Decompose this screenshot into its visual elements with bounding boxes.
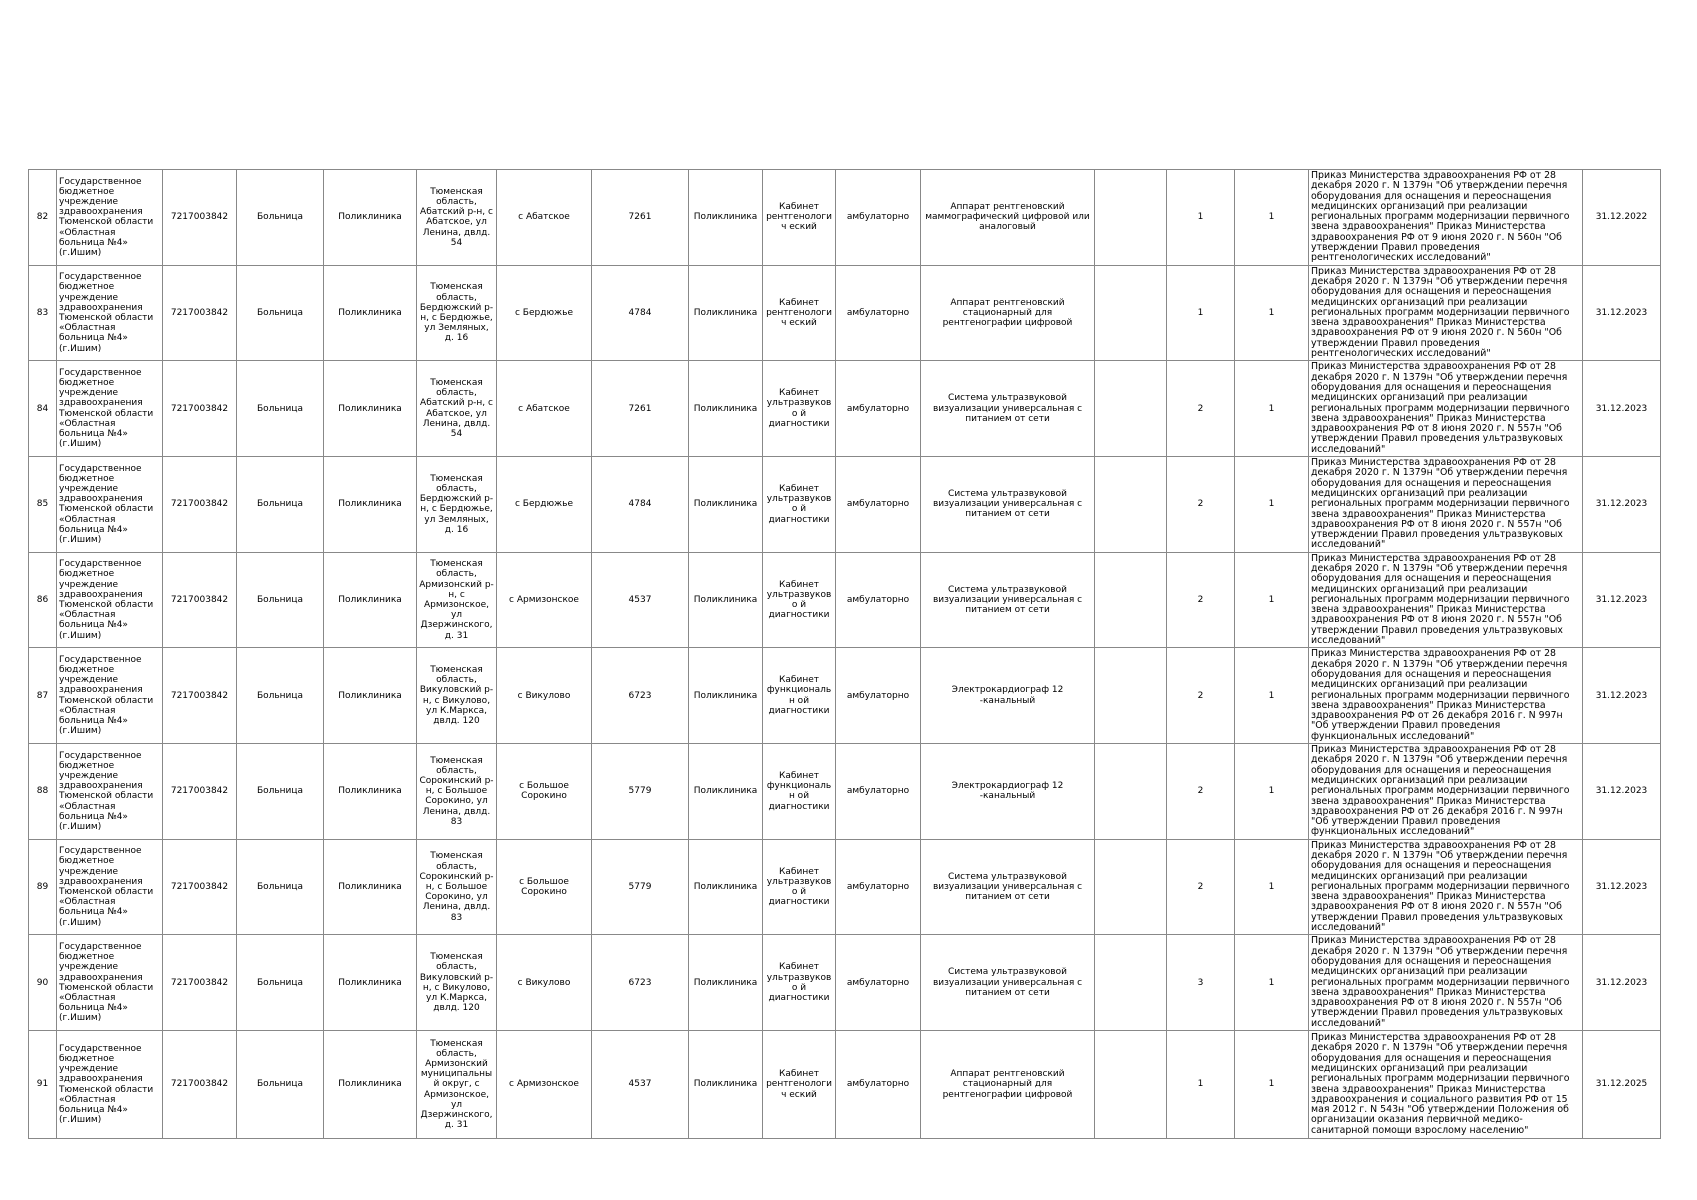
org-type-cell: Больница (237, 1031, 324, 1139)
quantity-cell: 2 (1167, 361, 1235, 457)
equipment-cell: Система ультразвуковой визуализации универсальная с питанием от сети (921, 457, 1095, 553)
quantity-cell: 1 (1167, 265, 1235, 361)
department-cell: Поликлиника (689, 265, 763, 361)
inn-cell: 7217003842 (163, 170, 237, 266)
organization-cell: Государственное бюджетное учреждение здравоохранения Тюменской области «Областная больница №4» (г.Ишим) (57, 648, 163, 744)
locality-cell: с Большое Сорокино (497, 744, 592, 840)
inn-cell: 7217003842 (163, 457, 237, 553)
deadline-date-cell: 31.12.2023 (1583, 457, 1661, 553)
row-number-cell: 84 (29, 361, 57, 457)
quantity-cell: 1 (1235, 1031, 1309, 1139)
population-cell: 4537 (592, 552, 689, 648)
care-mode-cell: амбулаторно (836, 170, 921, 266)
department-cell: Поликлиника (689, 744, 763, 840)
quantity-cell: 1 (1235, 361, 1309, 457)
address-cell: Тюменская область, Армизонский р-н, с Армизонское, ул Дзержинского, д. 31 (417, 552, 497, 648)
quantity-cell: 2 (1167, 457, 1235, 553)
department-cell: Поликлиника (689, 839, 763, 935)
unit-cell: Поликлиника (324, 744, 417, 840)
organization-cell: Государственное бюджетное учреждение здравоохранения Тюменской области «Областная больница №4» (г.Ишим) (57, 744, 163, 840)
org-type-cell: Больница (237, 744, 324, 840)
unit-cell: Поликлиника (324, 361, 417, 457)
regulation-order-cell: Приказ Министерства здравоохранения РФ от 28 декабря 2020 г. N 1379н "Об утверждении перечня оборудования для оснащения и переоснащения медицинских организаций при реализации региональных программ модернизации первичного звена здравоохранения" Приказ Министерства здравоохранения РФ от 9 июня 2020 г. N 560н "Об утверждении Правил проведения рентгенологических исследований" (1309, 265, 1583, 361)
population-cell: 4784 (592, 457, 689, 553)
quantity-cell: 1 (1167, 1031, 1235, 1139)
table-row (29, 170, 1661, 266)
org-type-cell: Больница (237, 457, 324, 553)
row-number-cell: 86 (29, 552, 57, 648)
organization-cell: Государственное бюджетное учреждение здравоохранения Тюменской области «Областная больница №4» (г.Ишим) (57, 265, 163, 361)
locality-cell: с Бердюжье (497, 457, 592, 553)
population-cell: 4784 (592, 265, 689, 361)
address-cell: Тюменская область, Викуловский р-н, с Викулово, ул К.Маркса, двлд. 120 (417, 935, 497, 1031)
care-mode-cell: амбулаторно (836, 552, 921, 648)
address-cell: Тюменская область, Абатский р-н, с Абатское, ул Ленина, двлд. 54 (417, 170, 497, 266)
unit-cell: Поликлиника (324, 457, 417, 553)
equipment-cell: Система ультразвуковой визуализации универсальная с питанием от сети (921, 552, 1095, 648)
address-cell: Тюменская область, Сорокинский р-н, с Большое Сорокино, ул Ленина, двлд. 83 (417, 744, 497, 840)
quantity-cell: 2 (1167, 744, 1235, 840)
table-row (29, 361, 1661, 457)
cabinet-cell: Кабинет рентгенологич еский (763, 265, 836, 361)
regulation-order-cell: Приказ Министерства здравоохранения РФ от 28 декабря 2020 г. N 1379н "Об утверждении перечня оборудования для оснащения и переоснащения медицинских организаций при реализации региональных программ модернизации первичного звена здравоохранения" Приказ Министерства здравоохранения и социального развития РФ от 15 мая 2012 г. N 543н "Об утверждении Положения об организации оказания первичной медико-санитарной помощи взрослому населению" (1309, 1031, 1583, 1139)
quantity-cell: 1 (1235, 839, 1309, 935)
population-cell: 6723 (592, 648, 689, 744)
table-row (29, 744, 1661, 840)
cabinet-cell: Кабинет ультразвуково й диагностики (763, 552, 836, 648)
locality-cell: с Большое Сорокино (497, 839, 592, 935)
locality-cell: с Абатское (497, 170, 592, 266)
address-cell: Тюменская область, Бердюжский р-н, с Бердюжье, ул Земляных, д. 16 (417, 457, 497, 553)
cabinet-cell: Кабинет ультразвуково й диагностики (763, 457, 836, 553)
department-cell: Поликлиника (689, 552, 763, 648)
address-cell: Тюменская область, Армизонский муниципальный округ, с Армизонское, ул Дзержинского, д. 31 (417, 1031, 497, 1139)
deadline-date-cell: 31.12.2023 (1583, 839, 1661, 935)
unit-cell: Поликлиника (324, 839, 417, 935)
empty-cell (1095, 265, 1167, 361)
department-cell: Поликлиника (689, 648, 763, 744)
quantity-cell: 1 (1235, 648, 1309, 744)
care-mode-cell: амбулаторно (836, 648, 921, 744)
deadline-date-cell: 31.12.2023 (1583, 648, 1661, 744)
address-cell: Тюменская область, Бердюжский р-н, с Бердюжье, ул Земляных, д. 16 (417, 265, 497, 361)
empty-cell (1095, 361, 1167, 457)
unit-cell: Поликлиника (324, 552, 417, 648)
cabinet-cell: Кабинет ультразвуково й диагностики (763, 839, 836, 935)
table-row (29, 935, 1661, 1031)
unit-cell: Поликлиника (324, 648, 417, 744)
population-cell: 5779 (592, 839, 689, 935)
equipment-cell: Система ультразвуковой визуализации универсальная с питанием от сети (921, 361, 1095, 457)
org-type-cell: Больница (237, 935, 324, 1031)
unit-cell: Поликлиника (324, 265, 417, 361)
population-cell: 7261 (592, 170, 689, 266)
inn-cell: 7217003842 (163, 935, 237, 1031)
row-number-cell: 90 (29, 935, 57, 1031)
care-mode-cell: амбулаторно (836, 1031, 921, 1139)
empty-cell (1095, 935, 1167, 1031)
quantity-cell: 1 (1235, 265, 1309, 361)
cabinet-cell: Кабинет рентгенологич еский (763, 170, 836, 266)
population-cell: 6723 (592, 935, 689, 1031)
empty-cell (1095, 744, 1167, 840)
locality-cell: с Армизонское (497, 1031, 592, 1139)
deadline-date-cell: 31.12.2023 (1583, 265, 1661, 361)
regulation-order-cell: Приказ Министерства здравоохранения РФ от 28 декабря 2020 г. N 1379н "Об утверждении перечня оборудования для оснащения и переоснащения медицинских организаций при реализации региональных программ модернизации первичного звена здравоохранения" Приказ Министерства здравоохранения РФ от 8 июня 2020 г. N 557н "Об утверждении Правил проведения ультразвуковых исследований" (1309, 457, 1583, 553)
care-mode-cell: амбулаторно (836, 744, 921, 840)
equipment-cell: Система ультразвуковой визуализации универсальная с питанием от сети (921, 935, 1095, 1031)
inn-cell: 7217003842 (163, 744, 237, 840)
department-cell: Поликлиника (689, 457, 763, 553)
unit-cell: Поликлиника (324, 1031, 417, 1139)
empty-cell (1095, 839, 1167, 935)
quantity-cell: 1 (1235, 457, 1309, 553)
empty-cell (1095, 170, 1167, 266)
equipment-register-table (28, 169, 1661, 1139)
locality-cell: с Армизонское (497, 552, 592, 648)
equipment-cell: Аппарат рентгеновский стационарный для рентгенографии цифровой (921, 1031, 1095, 1139)
row-number-cell: 85 (29, 457, 57, 553)
quantity-cell: 1 (1235, 170, 1309, 266)
address-cell: Тюменская область, Абатский р-н, с Абатское, ул Ленина, двлд. 54 (417, 361, 497, 457)
organization-cell: Государственное бюджетное учреждение здравоохранения Тюменской области «Областная больница №4» (г.Ишим) (57, 361, 163, 457)
cabinet-cell: Кабинет рентгенологич еский (763, 1031, 836, 1139)
empty-cell (1095, 552, 1167, 648)
address-cell: Тюменская область, Викуловский р-н, с Викулово, ул К.Маркса, двлд. 120 (417, 648, 497, 744)
empty-cell (1095, 648, 1167, 744)
table-row (29, 648, 1661, 744)
department-cell: Поликлиника (689, 170, 763, 266)
empty-cell (1095, 457, 1167, 553)
regulation-order-cell: Приказ Министерства здравоохранения РФ от 28 декабря 2020 г. N 1379н "Об утверждении перечня оборудования для оснащения и переоснащения медицинских организаций при реализации региональных программ модернизации первичного звена здравоохранения" Приказ Министерства здравоохранения РФ от 26 декабря 2016 г. N 997н "Об утверждении Правил проведения функциональных исследований" (1309, 744, 1583, 840)
row-number-cell: 88 (29, 744, 57, 840)
inn-cell: 7217003842 (163, 839, 237, 935)
locality-cell: с Бердюжье (497, 265, 592, 361)
care-mode-cell: амбулаторно (836, 265, 921, 361)
organization-cell: Государственное бюджетное учреждение здравоохранения Тюменской области «Областная больница №4» (г.Ишим) (57, 839, 163, 935)
deadline-date-cell: 31.12.2023 (1583, 935, 1661, 1031)
row-number-cell: 83 (29, 265, 57, 361)
department-cell: Поликлиника (689, 935, 763, 1031)
table-row (29, 457, 1661, 553)
empty-cell (1095, 1031, 1167, 1139)
unit-cell: Поликлиника (324, 935, 417, 1031)
inn-cell: 7217003842 (163, 648, 237, 744)
department-cell: Поликлиника (689, 361, 763, 457)
quantity-cell: 2 (1167, 648, 1235, 744)
regulation-order-cell: Приказ Министерства здравоохранения РФ от 28 декабря 2020 г. N 1379н "Об утверждении перечня оборудования для оснащения и переоснащения медицинских организаций при реализации региональных программ модернизации первичного звена здравоохранения" Приказ Министерства здравоохранения РФ от 26 декабря 2016 г. N 997н "Об утверждении Правил проведения функциональных исследований" (1309, 648, 1583, 744)
quantity-cell: 1 (1235, 935, 1309, 1031)
population-cell: 5779 (592, 744, 689, 840)
quantity-cell: 1 (1167, 170, 1235, 266)
row-number-cell: 89 (29, 839, 57, 935)
regulation-order-cell: Приказ Министерства здравоохранения РФ от 28 декабря 2020 г. N 1379н "Об утверждении перечня оборудования для оснащения и переоснащения медицинских организаций при реализации региональных программ модернизации первичного звена здравоохранения" Приказ Министерства здравоохранения РФ от 8 июня 2020 г. N 557н "Об утверждении Правил проведения ультразвуковых исследований" (1309, 361, 1583, 457)
organization-cell: Государственное бюджетное учреждение здравоохранения Тюменской области «Областная больница №4» (г.Ишим) (57, 552, 163, 648)
equipment-cell: Система ультразвуковой визуализации универсальная с питанием от сети (921, 839, 1095, 935)
org-type-cell: Больница (237, 265, 324, 361)
regulation-order-cell: Приказ Министерства здравоохранения РФ от 28 декабря 2020 г. N 1379н "Об утверждении перечня оборудования для оснащения и переоснащения медицинских организаций при реализации региональных программ модернизации первичного звена здравоохранения" Приказ Министерства здравоохранения РФ от 9 июня 2020 г. N 560н "Об утверждении Правил проведения рентгенологических исследований" (1309, 170, 1583, 266)
deadline-date-cell: 31.12.2023 (1583, 361, 1661, 457)
row-number-cell: 87 (29, 648, 57, 744)
locality-cell: с Викулово (497, 935, 592, 1031)
inn-cell: 7217003842 (163, 265, 237, 361)
regulation-order-cell: Приказ Министерства здравоохранения РФ от 28 декабря 2020 г. N 1379н "Об утверждении перечня оборудования для оснащения и переоснащения медицинских организаций при реализации региональных программ модернизации первичного звена здравоохранения" Приказ Министерства здравоохранения РФ от 8 июня 2020 г. N 557н "Об утверждении Правил проведения ультразвуковых исследований" (1309, 552, 1583, 648)
cabinet-cell: Кабинет функциональн ой диагностики (763, 648, 836, 744)
org-type-cell: Больница (237, 648, 324, 744)
cabinet-cell: Кабинет ультразвуково й диагностики (763, 361, 836, 457)
inn-cell: 7217003842 (163, 552, 237, 648)
table-row (29, 265, 1661, 361)
unit-cell: Поликлиника (324, 170, 417, 266)
cabinet-cell: Кабинет функциональн ой диагностики (763, 744, 836, 840)
org-type-cell: Больница (237, 361, 324, 457)
regulation-order-cell: Приказ Министерства здравоохранения РФ от 28 декабря 2020 г. N 1379н "Об утверждении перечня оборудования для оснащения и переоснащения медицинских организаций при реализации региональных программ модернизации первичного звена здравоохранения" Приказ Министерства здравоохранения РФ от 8 июня 2020 г. N 557н "Об утверждении Правил проведения ультразвуковых исследований" (1309, 935, 1583, 1031)
row-number-cell: 91 (29, 1031, 57, 1139)
department-cell: Поликлиника (689, 1031, 763, 1139)
deadline-date-cell: 31.12.2023 (1583, 744, 1661, 840)
quantity-cell: 2 (1167, 839, 1235, 935)
regulation-order-cell: Приказ Министерства здравоохранения РФ от 28 декабря 2020 г. N 1379н "Об утверждении перечня оборудования для оснащения и переоснащения медицинских организаций при реализации региональных программ модернизации первичного звена здравоохранения" Приказ Министерства здравоохранения РФ от 8 июня 2020 г. N 557н "Об утверждении Правил проведения ультразвуковых исследований" (1309, 839, 1583, 935)
table-row (29, 839, 1661, 935)
cabinet-cell: Кабинет ультразвуково й диагностики (763, 935, 836, 1031)
locality-cell: с Викулово (497, 648, 592, 744)
quantity-cell: 2 (1167, 552, 1235, 648)
population-cell: 7261 (592, 361, 689, 457)
organization-cell: Государственное бюджетное учреждение здравоохранения Тюменской области «Областная больница №4» (г.Ишим) (57, 457, 163, 553)
row-number-cell: 82 (29, 170, 57, 266)
organization-cell: Государственное бюджетное учреждение здравоохранения Тюменской области «Областная больница №4» (г.Ишим) (57, 1031, 163, 1139)
equipment-cell: Аппарат рентгеновский маммографический цифровой или аналоговый (921, 170, 1095, 266)
quantity-cell: 1 (1235, 552, 1309, 648)
table-body (29, 170, 1661, 1139)
quantity-cell: 3 (1167, 935, 1235, 1031)
quantity-cell: 1 (1235, 744, 1309, 840)
locality-cell: с Абатское (497, 361, 592, 457)
care-mode-cell: амбулаторно (836, 839, 921, 935)
deadline-date-cell: 31.12.2025 (1583, 1031, 1661, 1139)
organization-cell: Государственное бюджетное учреждение здравоохранения Тюменской области «Областная больница №4» (г.Ишим) (57, 935, 163, 1031)
organization-cell: Государственное бюджетное учреждение здравоохранения Тюменской области «Областная больница №4» (г.Ишим) (57, 170, 163, 266)
population-cell: 4537 (592, 1031, 689, 1139)
inn-cell: 7217003842 (163, 1031, 237, 1139)
table-row (29, 1031, 1661, 1139)
equipment-cell: Аппарат рентгеновский стационарный для рентгенографии цифровой (921, 265, 1095, 361)
deadline-date-cell: 31.12.2022 (1583, 170, 1661, 266)
deadline-date-cell: 31.12.2023 (1583, 552, 1661, 648)
table-row (29, 552, 1661, 648)
equipment-cell: Электрокардиограф 12 -канальный (921, 648, 1095, 744)
org-type-cell: Больница (237, 170, 324, 266)
address-cell: Тюменская область, Сорокинский р-н, с Большое Сорокино, ул Ленина, двлд. 83 (417, 839, 497, 935)
care-mode-cell: амбулаторно (836, 361, 921, 457)
care-mode-cell: амбулаторно (836, 457, 921, 553)
equipment-cell: Электрокардиограф 12 -канальный (921, 744, 1095, 840)
inn-cell: 7217003842 (163, 361, 237, 457)
org-type-cell: Больница (237, 552, 324, 648)
org-type-cell: Больница (237, 839, 324, 935)
care-mode-cell: амбулаторно (836, 935, 921, 1031)
